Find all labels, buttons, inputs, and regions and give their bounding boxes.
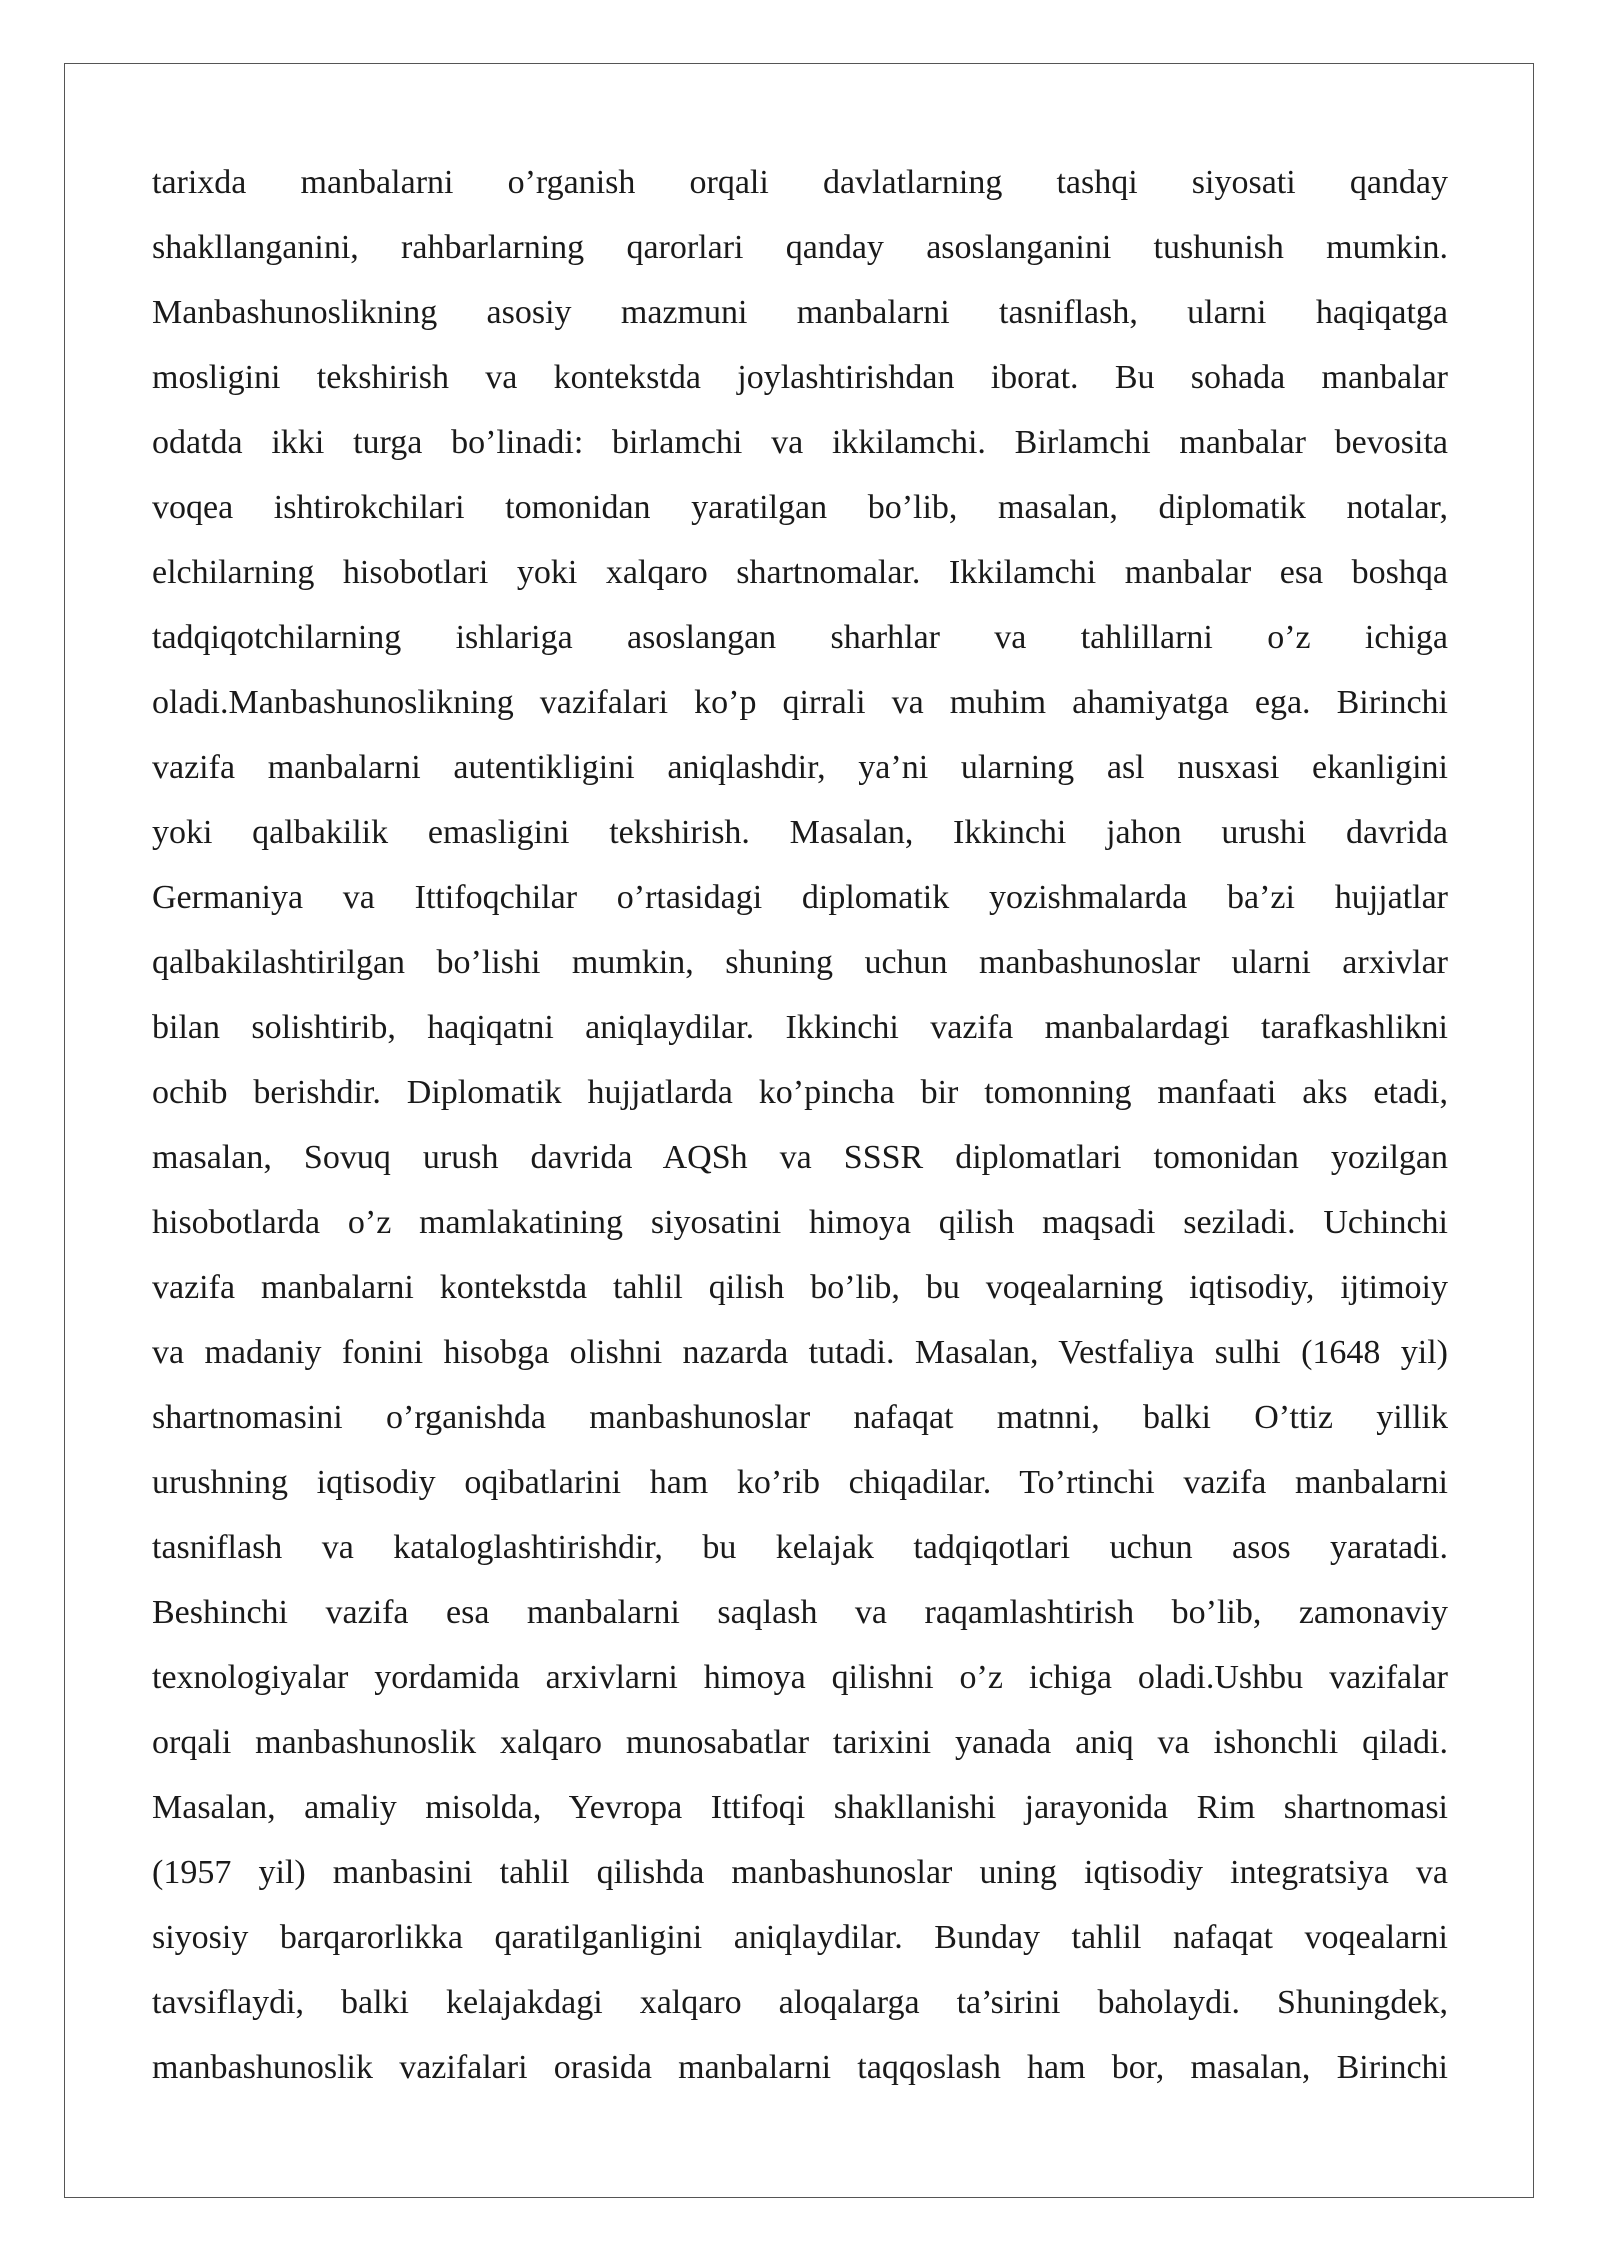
- text-line: (1957 yil) manbasini tahlil qilishda manbashunoslar uning iqtisodiy integratsiya va: [152, 1854, 1448, 1891]
- text-line: Manbashunoslikning asosiy mazmuni manbalarni tasniflash, ularni haqiqatga: [152, 294, 1448, 331]
- text-line: vazifa manbalarni kontekstda tahlil qilish bo’lib, bu voqealarning iqtisodiy, ijtimoiy: [152, 1269, 1448, 1306]
- text-line: tasniflash va kataloglashtirishdir, bu kelajak tadqiqotlari uchun asos yaratadi.: [152, 1529, 1448, 1566]
- text-line: shartnomasini o’rganishda manbashunoslar nafaqat matnni, balki O’ttiz yillik: [152, 1399, 1448, 1436]
- text-line: Masalan, amaliy misolda, Yevropa Ittifoqi shakllanishi jarayonida Rim shartnomasi: [152, 1789, 1448, 1826]
- text-line: masalan, Sovuq urush davrida AQSh va SSSR diplomatlari tomonidan yozilgan: [152, 1139, 1448, 1176]
- text-line: voqea ishtirokchilari tomonidan yaratilgan bo’lib, masalan, diplomatik notalar,: [152, 489, 1448, 526]
- text-line: bilan solishtirib, haqiqatni aniqlaydilar. Ikkinchi vazifa manbalardagi tarafkashlikni: [152, 1009, 1448, 1046]
- text-line: yoki qalbakilik emasligini tekshirish. Masalan, Ikkinchi jahon urushi davrida: [152, 814, 1448, 851]
- text-line: manbashunoslik vazifalari orasida manbalarni taqqoslash ham bor, masalan, Birinchi: [152, 2049, 1448, 2086]
- text-line: va madaniy fonini hisobga olishni nazarda tutadi. Masalan, Vestfaliya sulhi (1648 yil): [152, 1334, 1448, 1371]
- text-line: orqali manbashunoslik xalqaro munosabatlar tarixini yanada aniq va ishonchli qiladi.: [152, 1724, 1448, 1761]
- text-line: hisobotlarda o’z mamlakatining siyosatini himoya qilish maqsadi seziladi. Uchinchi: [152, 1204, 1448, 1241]
- body-paragraph: [152, 150, 1448, 2100]
- text-line: Germaniya va Ittifoqchilar o’rtasidagi diplomatik yozishmalarda ba’zi hujjatlar: [152, 879, 1448, 916]
- text-line: odatda ikki turga bo’linadi: birlamchi va ikkilamchi. Birlamchi manbalar bevosita: [152, 424, 1448, 461]
- text-line: texnologiyalar yordamida arxivlarni himoya qilishni o’z ichiga oladi.Ushbu vazifalar: [152, 1659, 1448, 1696]
- text-line: shakllanganini, rahbarlarning qarorlari qanday asoslanganini tushunish mumkin.: [152, 229, 1448, 266]
- text-line: urushning iqtisodiy oqibatlarini ham ko’rib chiqadilar. To’rtinchi vazifa manbalarni: [152, 1464, 1448, 1501]
- text-line: vazifa manbalarni autentikligini aniqlashdir, ya’ni ularning asl nusxasi ekanligini: [152, 749, 1448, 786]
- text-line: elchilarning hisobotlari yoki xalqaro shartnomalar. Ikkilamchi manbalar esa boshqa: [152, 554, 1448, 591]
- text-line: ochib berishdir. Diplomatik hujjatlarda ko’pincha bir tomonning manfaati aks etadi,: [152, 1074, 1448, 1111]
- text-line: tavsiflaydi, balki kelajakdagi xalqaro aloqalarga ta’sirini baholaydi. Shuningdek,: [152, 1984, 1448, 2021]
- text-line: tadqiqotchilarning ishlariga asoslangan sharhlar va tahlillarni o’z ichiga: [152, 619, 1448, 656]
- text-line: Beshinchi vazifa esa manbalarni saqlash va raqamlashtirish bo’lib, zamonaviy: [152, 1594, 1448, 1631]
- text-line: siyosiy barqarorlikka qaratilganligini aniqlaydilar. Bunday tahlil nafaqat voqealarni: [152, 1919, 1448, 1956]
- text-line: tarixda manbalarni o’rganish orqali davlatlarning tashqi siyosati qanday: [152, 164, 1448, 201]
- text-line: qalbakilashtirilgan bo’lishi mumkin, shuning uchun manbashunoslar ularni arxivlar: [152, 944, 1448, 981]
- text-line: mosligini tekshirish va kontekstda joylashtirishdan iborat. Bu sohada manbalar: [152, 359, 1448, 396]
- text-line: oladi.Manbashunoslikning vazifalari ko’p qirrali va muhim ahamiyatga ega. Birinchi: [152, 684, 1448, 721]
